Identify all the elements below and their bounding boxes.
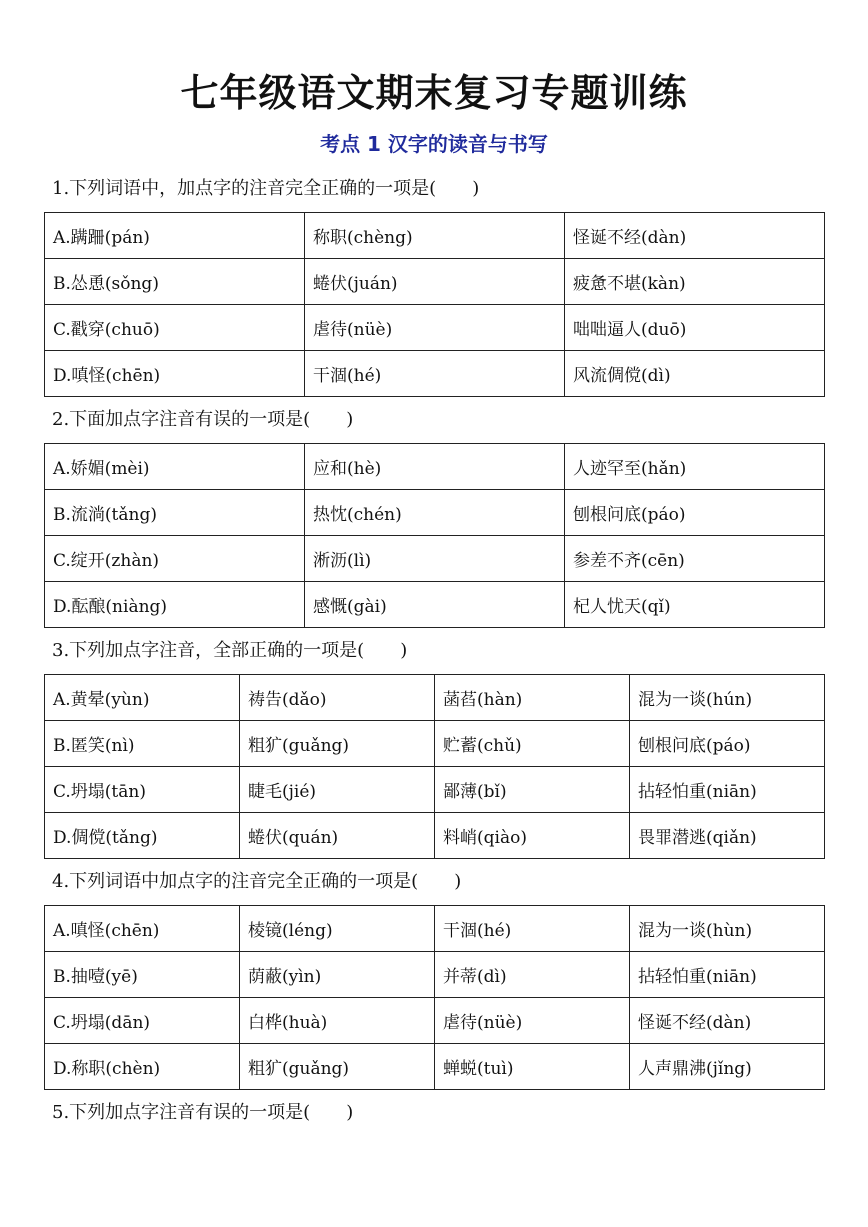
option-cell: C.坍塌(dān) bbox=[45, 998, 240, 1044]
option-cell: 应和(hè) bbox=[305, 444, 565, 490]
option-row-d bbox=[45, 813, 825, 859]
option-cell: 拈轻怕重(niān) bbox=[630, 952, 825, 998]
option-row-a bbox=[45, 906, 825, 952]
question-4-options bbox=[44, 905, 825, 1090]
option-cell: C.戳穿(chuō) bbox=[45, 305, 305, 351]
option-cell: D.倜傥(tǎng) bbox=[45, 813, 240, 859]
page-title: 七年级语文期末复习专题训练 bbox=[180, 71, 688, 115]
option-row-b bbox=[45, 952, 825, 998]
option-cell: 参差不齐(cēn) bbox=[565, 536, 825, 582]
option-cell: 拈轻怕重(niān) bbox=[630, 767, 825, 813]
option-row-a bbox=[45, 213, 825, 259]
option-cell: D.称职(chèn) bbox=[45, 1044, 240, 1090]
option-cell: 棱镜(léng) bbox=[240, 906, 435, 952]
option-cell: 怪诞不经(dàn) bbox=[630, 998, 825, 1044]
option-cell: A.黄晕(yùn) bbox=[45, 675, 240, 721]
option-cell: 怪诞不经(dàn) bbox=[565, 213, 825, 259]
option-cell: A.娇媚(mèi) bbox=[45, 444, 305, 490]
option-cell: 疲惫不堪(kàn) bbox=[565, 259, 825, 305]
option-cell: 蜷伏(juán) bbox=[305, 259, 565, 305]
option-cell: 刨根问底(páo) bbox=[565, 490, 825, 536]
option-cell: 混为一谈(hùn) bbox=[630, 906, 825, 952]
option-cell: D.酝酿(niàng) bbox=[45, 582, 305, 628]
option-row-d bbox=[45, 351, 825, 397]
option-cell: 风流倜傥(dì) bbox=[565, 351, 825, 397]
option-cell: 混为一谈(hún) bbox=[630, 675, 825, 721]
option-cell: 杞人忧天(qǐ) bbox=[565, 582, 825, 628]
option-cell: 畏罪潜逃(qiǎn) bbox=[630, 813, 825, 859]
option-cell: 蜷伏(quán) bbox=[240, 813, 435, 859]
option-cell: 人声鼎沸(jǐng) bbox=[630, 1044, 825, 1090]
option-row-d bbox=[45, 1044, 825, 1090]
option-row-b bbox=[45, 721, 825, 767]
option-cell: B.流淌(tǎng) bbox=[45, 490, 305, 536]
option-cell: B.匿笑(nì) bbox=[45, 721, 240, 767]
option-cell: C.坍塌(tān) bbox=[45, 767, 240, 813]
option-cell: A.蹒跚(pán) bbox=[45, 213, 305, 259]
option-cell: 蝉蜕(tuì) bbox=[435, 1044, 630, 1090]
option-row-b bbox=[45, 259, 825, 305]
option-cell: B.抽噎(yē) bbox=[45, 952, 240, 998]
option-cell: B.怂恿(sǒng) bbox=[45, 259, 305, 305]
question-5-stem: 5.下列加点字注音有误的一项是( ) bbox=[52, 1102, 354, 1123]
option-cell: A.嗔怪(chēn) bbox=[45, 906, 240, 952]
option-cell: 贮蓄(chǔ) bbox=[435, 721, 630, 767]
option-cell: 睫毛(jié) bbox=[240, 767, 435, 813]
option-cell: 干涸(hé) bbox=[435, 906, 630, 952]
option-cell: 荫蔽(yìn) bbox=[240, 952, 435, 998]
option-cell: 并蒂(dì) bbox=[435, 952, 630, 998]
option-cell: 淅沥(lì) bbox=[305, 536, 565, 582]
option-cell: 虐待(nüè) bbox=[305, 305, 565, 351]
option-row-c bbox=[45, 305, 825, 351]
option-cell: 料峭(qiào) bbox=[435, 813, 630, 859]
option-cell: 祷告(dǎo) bbox=[240, 675, 435, 721]
question-1-options bbox=[44, 212, 825, 397]
option-cell: 感慨(gài) bbox=[305, 582, 565, 628]
option-row-a bbox=[45, 675, 825, 721]
option-cell: 粗犷(guǎng) bbox=[240, 1044, 435, 1090]
question-4-stem: 4.下列词语中加点字的注音完全正确的一项是( ) bbox=[52, 871, 462, 892]
option-cell: 虐待(nüè) bbox=[435, 998, 630, 1044]
option-cell: D.嗔怪(chēn) bbox=[45, 351, 305, 397]
option-cell: 人迹罕至(hǎn) bbox=[565, 444, 825, 490]
option-row-c bbox=[45, 536, 825, 582]
option-row-d bbox=[45, 582, 825, 628]
option-row-a bbox=[45, 444, 825, 490]
option-row-c bbox=[45, 998, 825, 1044]
option-cell: 白桦(huà) bbox=[240, 998, 435, 1044]
option-row-c bbox=[45, 767, 825, 813]
option-cell: 刨根问底(páo) bbox=[630, 721, 825, 767]
question-1-stem: 1.下列词语中，加点字的注音完全正确的一项是( ) bbox=[52, 178, 480, 199]
section-subtitle: 考点 1 汉字的读音与书写 bbox=[320, 132, 548, 156]
option-cell: 称职(chèng) bbox=[305, 213, 565, 259]
option-cell: 咄咄逼人(duō) bbox=[565, 305, 825, 351]
question-3-options bbox=[44, 674, 825, 859]
option-cell: 鄙薄(bǐ) bbox=[435, 767, 630, 813]
option-cell: 粗犷(guǎng) bbox=[240, 721, 435, 767]
question-3-stem: 3.下列加点字注音，全部正确的一项是( ) bbox=[52, 640, 408, 661]
option-cell: C.绽开(zhàn) bbox=[45, 536, 305, 582]
option-cell: 干涸(hé) bbox=[305, 351, 565, 397]
option-cell: 热忱(chén) bbox=[305, 490, 565, 536]
option-cell: 菡萏(hàn) bbox=[435, 675, 630, 721]
option-row-b bbox=[45, 490, 825, 536]
question-2-options bbox=[44, 443, 825, 628]
question-2-stem: 2.下面加点字注音有误的一项是( ) bbox=[52, 409, 354, 430]
